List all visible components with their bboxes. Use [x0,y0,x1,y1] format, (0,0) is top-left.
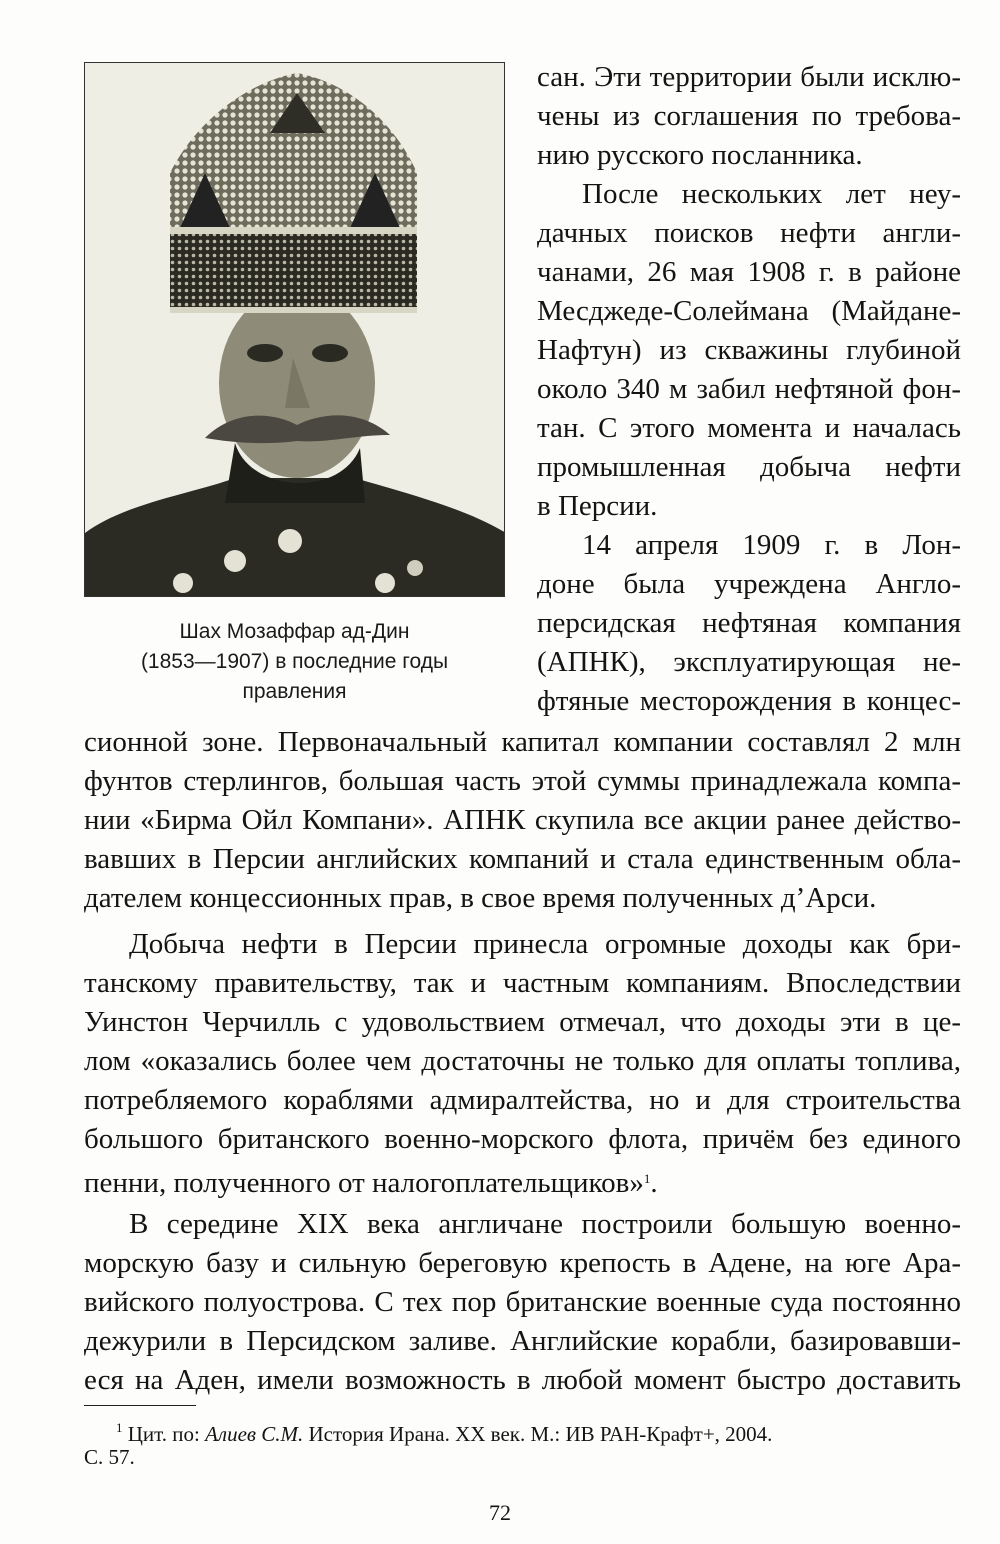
caption-line: правления [242,680,347,703]
text-line: вавших в Персии английских компаний и стала единственным обла- [84,843,961,875]
text-line: морскую базу и сильную береговую крепость в Адене, на юге Ара- [84,1247,961,1279]
text-line: нии «Бирма Ойл Компани». АПНК скупила все акции ранее действо- [84,804,961,836]
portrait-illustration [85,63,505,597]
text-line: нию русского посланника. [537,139,863,171]
text-line: потребляемого кораблями адмиралтейства, но и для строительства [84,1084,961,1116]
text-line: В середине XIX века англичане построили большую военно- [129,1208,961,1240]
text-line: 14 апреля 1909 г. в Лон- [582,529,961,561]
text-line: сан. Эти территории были исклю- [537,61,961,93]
text-line: около 340 м забил нефтяной фон- [537,373,961,405]
period: . [650,1167,658,1199]
text-line: доне была учреждена Англо- [537,568,961,600]
text-line: чанами, 26 мая 1908 г. в районе [537,256,961,288]
text-line: чены из соглашения по требова- [537,100,961,132]
footnote-divider [84,1405,196,1406]
page-number: 72 [489,1500,511,1525]
text-line: танскому правительству, так и частным компаниям. Впоследствии [84,967,961,999]
text-line: дачных поисков нефти англи- [537,217,961,249]
footnote-reference[interactable]: 1 [643,1171,651,1186]
text-line: Нафтун) из скважины глубиной [537,334,961,366]
caption-line: Шах Мозаффар ад-Дин [179,620,410,643]
caption-line: (1853—1907) в последние годы [140,650,449,673]
text-segment: пенни, полученного от налогоплательщиков» [84,1167,644,1199]
text-line: Добыча нефти в Персии принесла огромные доходы как бри- [129,928,961,960]
text-line: дателем концессионных прав, в свое время полученных д’Арси. [84,882,877,914]
text-line: фунтов стерлингов, большая часть этой суммы принадлежала компа- [84,765,961,797]
text-line: промышленная добыча нефти [537,451,961,483]
text-line: лом «оказались более чем достаточны не только для оплаты топлива, [84,1045,961,1077]
text-line: Месджеде-Солеймана (Майдане- [537,295,961,327]
text-line: сионной зоне. Первоначальный капитал компании составлял 2 млн [84,726,961,758]
text-line-with-footnote [84,1159,658,1203]
text-line: большого британского военно-морского флота, причём без единого [84,1123,961,1155]
portrait-photo [84,62,505,597]
text-line: фтяные месторождения в концес- [537,685,961,717]
footnote-source: История Ирана. XX век. М.: ИВ РАН-Крафт+, 2004. [303,1422,773,1446]
footnote [116,1413,772,1449]
footnote-continuation: С. 57. [84,1445,135,1469]
figure-caption [84,617,505,707]
text-line: (АПНК), эксплуатирующая не- [537,646,961,678]
footnote-prefix: Цит. по: [127,1422,206,1446]
text-line: После нескольких лет неу- [582,178,961,210]
footnote-author: Алиев С.М. [205,1422,304,1446]
text-line: дежурили в Персидском заливе. Английские корабли, базировавши- [84,1325,961,1357]
text-line: Уинстон Черчилль с удовольствием отмечал, что доходы эти в це- [84,1006,961,1038]
text-line: персидская нефтяная компания [537,607,961,639]
text-line: еся на Аден, имели возможность в любой момент быстро доставить [84,1364,961,1396]
text-line: вийского полуострова. С тех пор британские военные суда постоянно [84,1286,961,1318]
text-line: в Персии. [537,490,658,522]
text-line: тан. С этого момента и началась [537,412,961,444]
footnote-marker: 1 [116,1420,123,1435]
